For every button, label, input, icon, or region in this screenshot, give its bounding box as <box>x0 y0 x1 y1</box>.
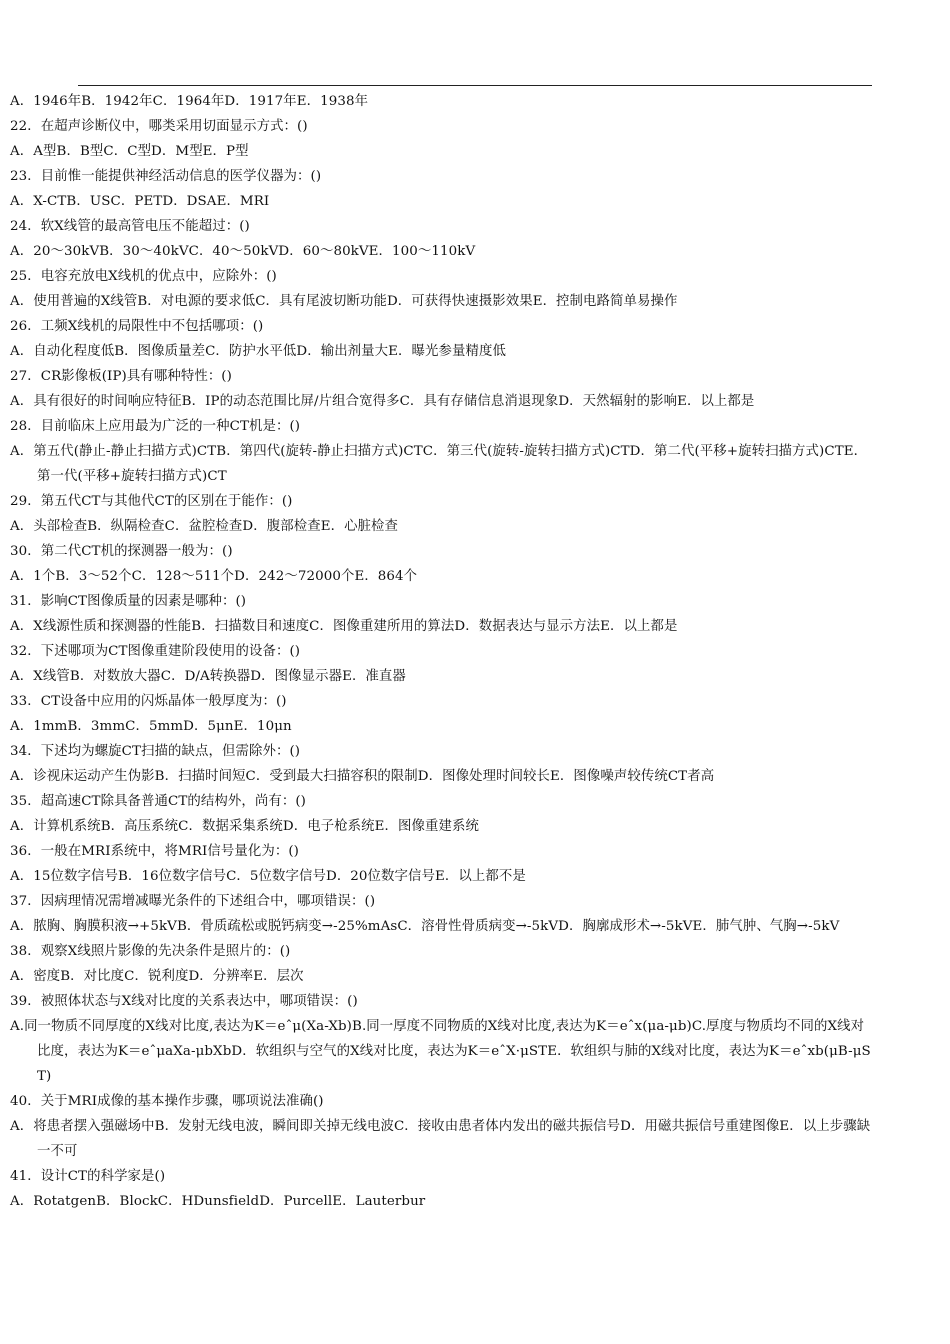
question-stem: 41．设计CT的科学家是() <box>10 1169 166 1184</box>
question-stem: 24．软X线管的最高管电压不能超过：() <box>10 219 250 234</box>
question-stem: 30．第二代CT机的探测器一般为：() <box>10 544 233 559</box>
question-stem: 31．影响CT图像质量的因素是哪种：() <box>10 594 247 609</box>
question-stem: 32．下述哪项为CT图像重建阶段使用的设备：() <box>10 644 301 659</box>
answer-options: A．X-CTB．USC．PETD．DSAE．MRI <box>10 194 270 209</box>
question-stem: 37．因病理情况需增减曝光条件的下述组合中，哪项错误：() <box>10 894 376 909</box>
answer-options: A．20～30kVB．30～40kVC．40～50kVD．60～80kVE．100～110kV <box>10 244 476 259</box>
answer-options: A．自动化程度低B．图像质量差C．防护水平低D．输出剂量大E．曝光参量精度低 <box>10 344 506 359</box>
answer-options: A．密度B．对比度C．锐利度D．分辨率E．层次 <box>10 969 304 984</box>
answer-options: A．1mmB．3mmC．5mmD．5μnE．10μn <box>10 719 292 734</box>
question-stem: 28．目前临床上应用最为广泛的一种CT机是：() <box>10 419 301 434</box>
question-stem: 23．目前惟一能提供神经活动信息的医学仪器为：() <box>10 169 322 184</box>
answer-options: A．1946年B．1942年C．1964年D．1917年E．1938年 <box>10 94 369 109</box>
answer-options: A．RotatgenB．BlockC．HDunsfieldD．PurcellE．Lauterbur <box>10 1194 426 1209</box>
question-stem: 25．电容充放电X线机的优点中，应除外：() <box>10 269 277 284</box>
answer-options: A．具有很好的时间响应特征B．IP的动态范围比屏/片组合宽得多C．具有存储信息消退现象D．天然辐射的影响E．以上都是 <box>10 394 755 409</box>
question-stem: 29．第五代CT与其他代CT的区别在于能作：() <box>10 494 293 509</box>
question-stem: 38．观察X线照片影像的先决条件是照片的：() <box>10 944 291 959</box>
answer-options: A．将患者摆入强磁场中B．发射无线电波，瞬间即关掉无线电波C．接收由患者体内发出的磁共振信号D．用磁共振信号重建图像E．以上步骤缺一不可 <box>10 1119 871 1159</box>
answer-options: A.同一物质不同厚度的X线对比度,表达为K＝eˆμ(Xa-Xb)B.同一厚度不同物质的X线对比度,表达为K＝eˆx(μa-μb)C.厚度与物质均不同的X线对比度，表达为K＝eˆμaXa-μbXbD．软组织与空气的X线对比度，表达为K＝eˆX·μSTE．软组织与肺的X线对比度，表达为K＝eˆxb(μB-μST) <box>10 1019 871 1084</box>
question-stem: 22．在超声诊断仪中，哪类采用切面显示方式：() <box>10 119 308 134</box>
answer-options: A．X线管B．对数放大器C．D/A转换器D．图像显示器E．准直器 <box>10 669 406 684</box>
question-stem: 39．被照体状态与X线对比度的关系表达中，哪项错误：() <box>10 994 358 1009</box>
answer-options: A．X线源性质和探测器的性能B．扫描数目和速度C．图像重建所用的算法D．数据表达与显示方法E．以上都是 <box>10 619 678 634</box>
answer-options: A．头部检查B．纵隔检查C．盆腔检查D．腹部检查E．心脏检查 <box>10 519 399 534</box>
answer-options: A．A型B．B型C．C型D．M型E．P型 <box>10 144 249 159</box>
answer-options: A．使用普遍的X线管B．对电源的要求低C．具有尾波切断功能D．可获得快速摄影效果E．控制电路简单易操作 <box>10 294 678 309</box>
answer-options: A．脓胸、胸膜积液→+5kVB．骨质疏松或脱钙病变→-25%mAsC．溶骨性骨质病变→-5kVD．胸廓成形术→-5kVE．肺气肿、气胸→-5kV <box>10 919 840 934</box>
question-stem: 35．超高速CT除具备普通CT的结构外，尚有：() <box>10 794 306 809</box>
question-stem: 36．一般在MRI系统中，将MRI信号量化为：() <box>10 844 300 859</box>
answer-options: A．1个B．3～52个C．128～511个D．242～72000个E．864个 <box>10 569 418 584</box>
question-stem: 26．工频X线机的局限性中不包括哪项：() <box>10 319 264 334</box>
answer-options: A．诊视床运动产生伪影B．扫描时间短C．受到最大扫描容积的限制D．图像处理时间较长E．图像噪声较传统CT者高 <box>10 769 715 784</box>
header-rule <box>78 85 872 86</box>
answer-options: A．第五代(静止-静止扫描方式)CTB．第四代(旋转-静止扫描方式)CTC．第三代(旋转-旋转扫描方式)CTD．第二代(平移+旋转扫描方式)CTE．第一代(平移+旋转扫描方式)CT <box>10 444 868 484</box>
question-stem: 40．关于MRI成像的基本操作步骤，哪项说法准确() <box>10 1094 324 1109</box>
answer-options: A．计算机系统B．高压系统C．数据采集系统D．电子枪系统E．图像重建系统 <box>10 819 479 834</box>
question-stem: 34．下述均为螺旋CT扫描的缺点，但需除外：() <box>10 744 301 759</box>
question-list <box>10 89 872 1214</box>
question-stem: 27．CR影像板(IP)具有哪种特性：() <box>10 369 232 384</box>
question-stem: 33．CT设备中应用的闪烁晶体一般厚度为：() <box>10 694 287 709</box>
answer-options: A．15位数字信号B．16位数字信号C．5位数字信号D．20位数字信号E．以上都不是 <box>10 869 526 884</box>
